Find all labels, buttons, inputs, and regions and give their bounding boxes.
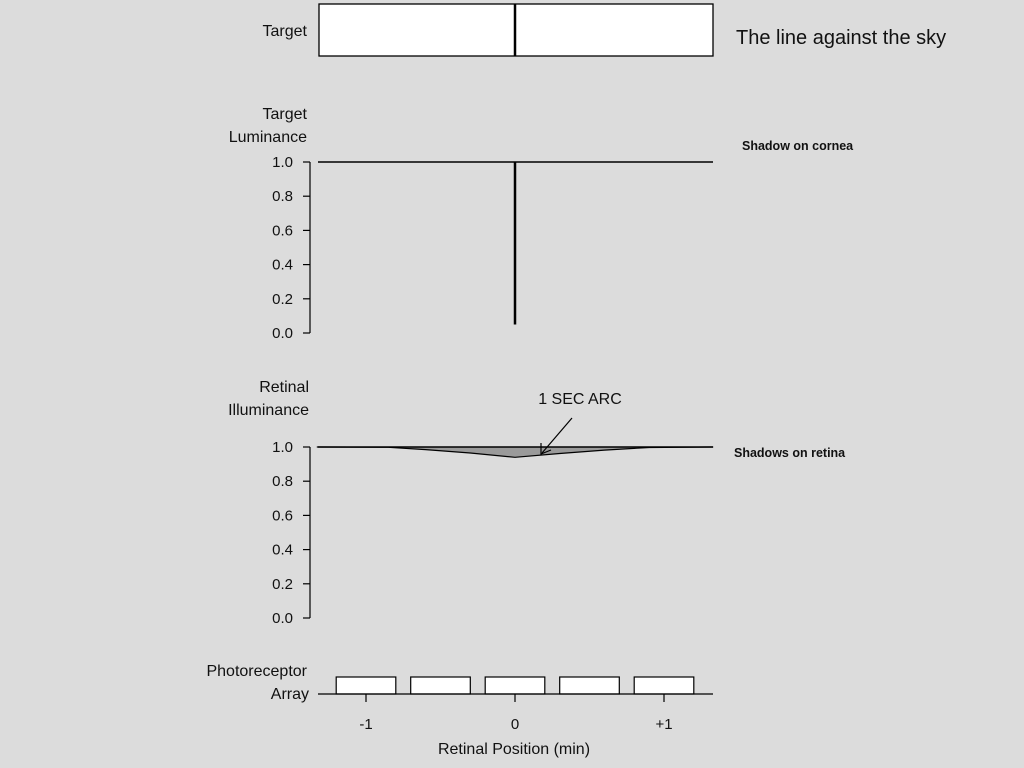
illuminance-tick-label-1: 0.8 bbox=[272, 473, 293, 491]
photoreceptor-2 bbox=[485, 677, 545, 694]
x-tick-label-1: 0 bbox=[510, 716, 520, 733]
luminance-tick-label-1: 0.8 bbox=[272, 188, 293, 206]
target-label: Target bbox=[262, 23, 307, 40]
x-tick-label-0: -1 bbox=[359, 716, 373, 733]
illuminance-tick-label-0: 1.0 bbox=[272, 439, 293, 456]
photoreceptor-0 bbox=[336, 677, 396, 694]
photoreceptor-array bbox=[336, 677, 694, 694]
photoreceptor-4 bbox=[634, 677, 694, 694]
luminance-plot bbox=[318, 162, 713, 324]
illuminance-tick-label-5: 0.0 bbox=[272, 610, 293, 627]
retina-note: Shadows on retina bbox=[734, 446, 846, 460]
photoreceptor-label-line1: Photoreceptor bbox=[206, 663, 307, 680]
illuminance-shadow-area bbox=[317, 447, 713, 457]
x-axis bbox=[318, 694, 713, 733]
luminance-tick-label-4: 0.2 bbox=[272, 290, 293, 308]
luminance-tick-label-2: 0.6 bbox=[272, 222, 293, 240]
illuminance-label-line1: Retinal bbox=[259, 379, 309, 396]
x-tick-label-2: +1 bbox=[655, 716, 673, 733]
photoreceptor-3 bbox=[560, 677, 620, 694]
photoreceptor-1 bbox=[411, 677, 471, 694]
cornea-note: Shadow on cornea bbox=[742, 139, 854, 153]
arc-annotation: 1 SEC ARC bbox=[538, 391, 622, 408]
luminance-label-line2: Luminance bbox=[228, 129, 307, 146]
illuminance-tick-label-2: 0.6 bbox=[272, 507, 293, 525]
luminance-label-line1: Target bbox=[262, 106, 307, 123]
illuminance-plot bbox=[317, 447, 713, 457]
illuminance-y-axis bbox=[272, 439, 310, 627]
illuminance-tick-label-4: 0.2 bbox=[272, 575, 293, 593]
figure-title: The line against the sky bbox=[736, 27, 947, 49]
illuminance-label-line2: Illuminance bbox=[228, 402, 309, 419]
luminance-tick-label-3: 0.4 bbox=[272, 256, 293, 274]
illuminance-tick-label-3: 0.4 bbox=[272, 541, 293, 559]
photoreceptor-label-line2: Array bbox=[270, 686, 309, 703]
luminance-tick-label-5: 0.0 bbox=[272, 325, 293, 342]
luminance-tick-label-0: 1.0 bbox=[272, 154, 293, 171]
x-axis-label: Retinal Position (min) bbox=[437, 741, 591, 758]
luminance-y-axis bbox=[272, 154, 310, 342]
